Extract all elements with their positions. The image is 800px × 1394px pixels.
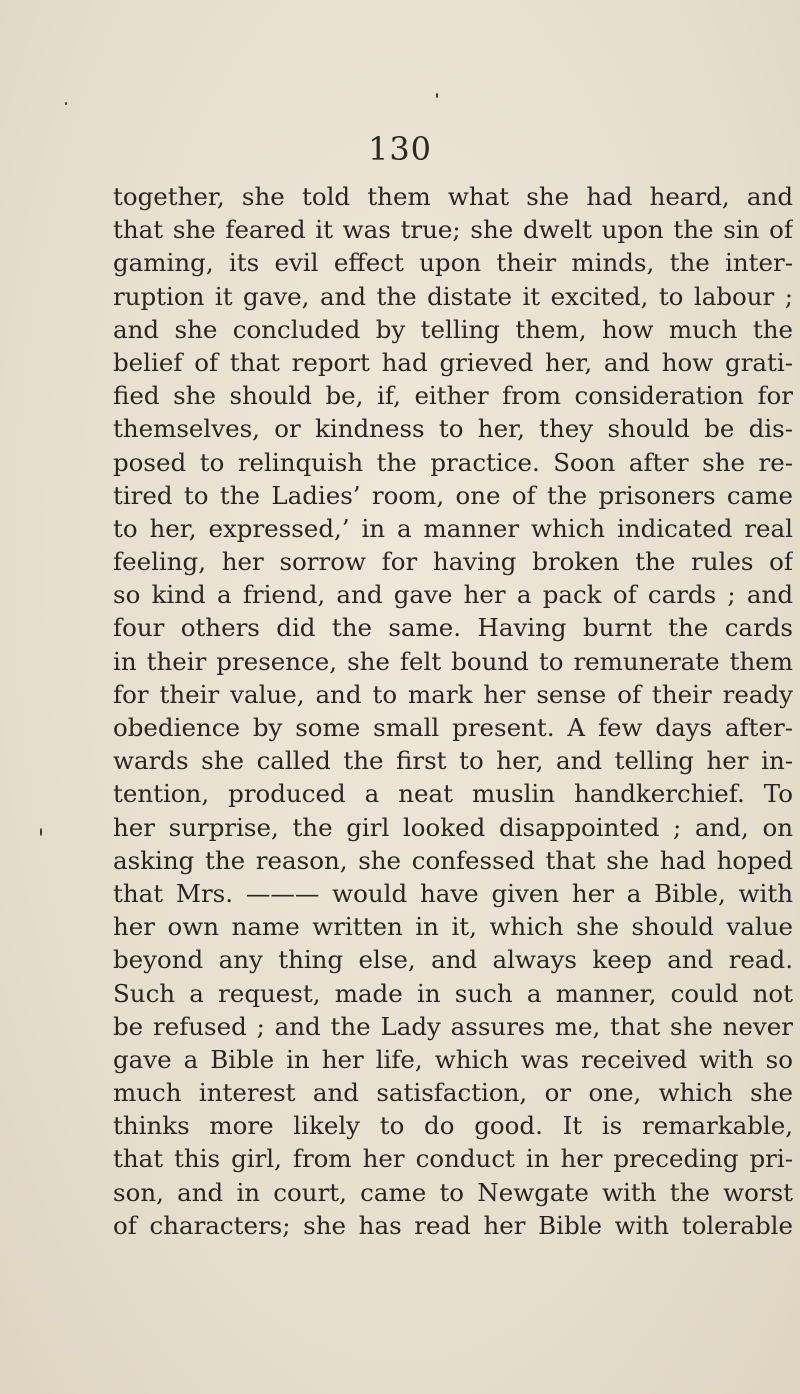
text-line: that this girl, from her conduct in her preceding pri- <box>113 1144 793 1174</box>
page-number: 130 <box>367 130 433 168</box>
text-line: posed to relinquish the practice. Soon after she re- <box>113 447 793 477</box>
text-line: and she concluded by telling them, how much the <box>113 314 793 344</box>
text-line: for their value, and to mark her sense of their ready <box>113 679 793 709</box>
text-line: beyond any thing else, and always keep and read. <box>113 945 793 975</box>
text-line: tired to the Ladies’ room, one of the prisoners came <box>113 480 793 510</box>
paper-speck <box>40 828 42 836</box>
text-line: tention, produced a neat muslin handkerchief. To <box>113 779 793 809</box>
text-line: to her, expressed,’ in a manner which indicated real <box>113 513 793 543</box>
text-line: wards she called the first to her, and telling her in- <box>113 746 793 776</box>
paper-speck <box>436 93 438 98</box>
text-line: obedience by some small present. A few days after- <box>113 713 793 742</box>
text-line: thinks more likely to do good. It is remarkable, <box>113 1111 793 1141</box>
text-line: son, and in court, came to Newgate with the worst <box>113 1177 793 1207</box>
text-line: Such a request, made in such a manner, could not <box>113 978 793 1008</box>
text-line: in their presence, she felt bound to remunerate them <box>113 646 793 676</box>
text-line: together, she told them what she had heard, and <box>113 182 793 211</box>
text-line: ruption it gave, and the distate it excited, to labour ; <box>113 281 793 311</box>
text-line: her own name written in it, which she should value <box>113 912 793 942</box>
text-line: that Mrs. ——— would have given her a Bible, with <box>113 878 793 908</box>
text-line: gave a Bible in her life, which was received with so <box>113 1044 793 1074</box>
text-line: fied she should be, if, either from consideration for <box>113 381 793 411</box>
body-text <box>113 180 793 1242</box>
text-line: belief of that report had grieved her, and how grati- <box>113 347 793 377</box>
text-line: much interest and satisfaction, or one, which she <box>113 1078 793 1108</box>
text-line: asking the reason, she confessed that she had hoped <box>113 845 793 875</box>
text-line: her surprise, the girl looked disappointed ; and, on <box>113 812 793 842</box>
text-line: themselves, or kindness to her, they should be dis- <box>113 414 793 444</box>
text-line: feeling, her sorrow for having broken the rules of <box>113 547 793 577</box>
text-line: gaming, its evil effect upon their minds, the inter- <box>113 248 793 278</box>
text-line: so kind a friend, and gave her a pack of cards ; and <box>113 580 793 610</box>
paper-speck <box>65 102 67 105</box>
text-line: of characters; she has read her Bible with tolerable <box>113 1210 793 1240</box>
text-line: be refused ; and the Lady assures me, that she never <box>113 1011 793 1041</box>
text-line: four others did the same. Having burnt the cards <box>113 613 793 643</box>
text-line: that she feared it was true; she dwelt upon the sin of <box>113 215 793 245</box>
